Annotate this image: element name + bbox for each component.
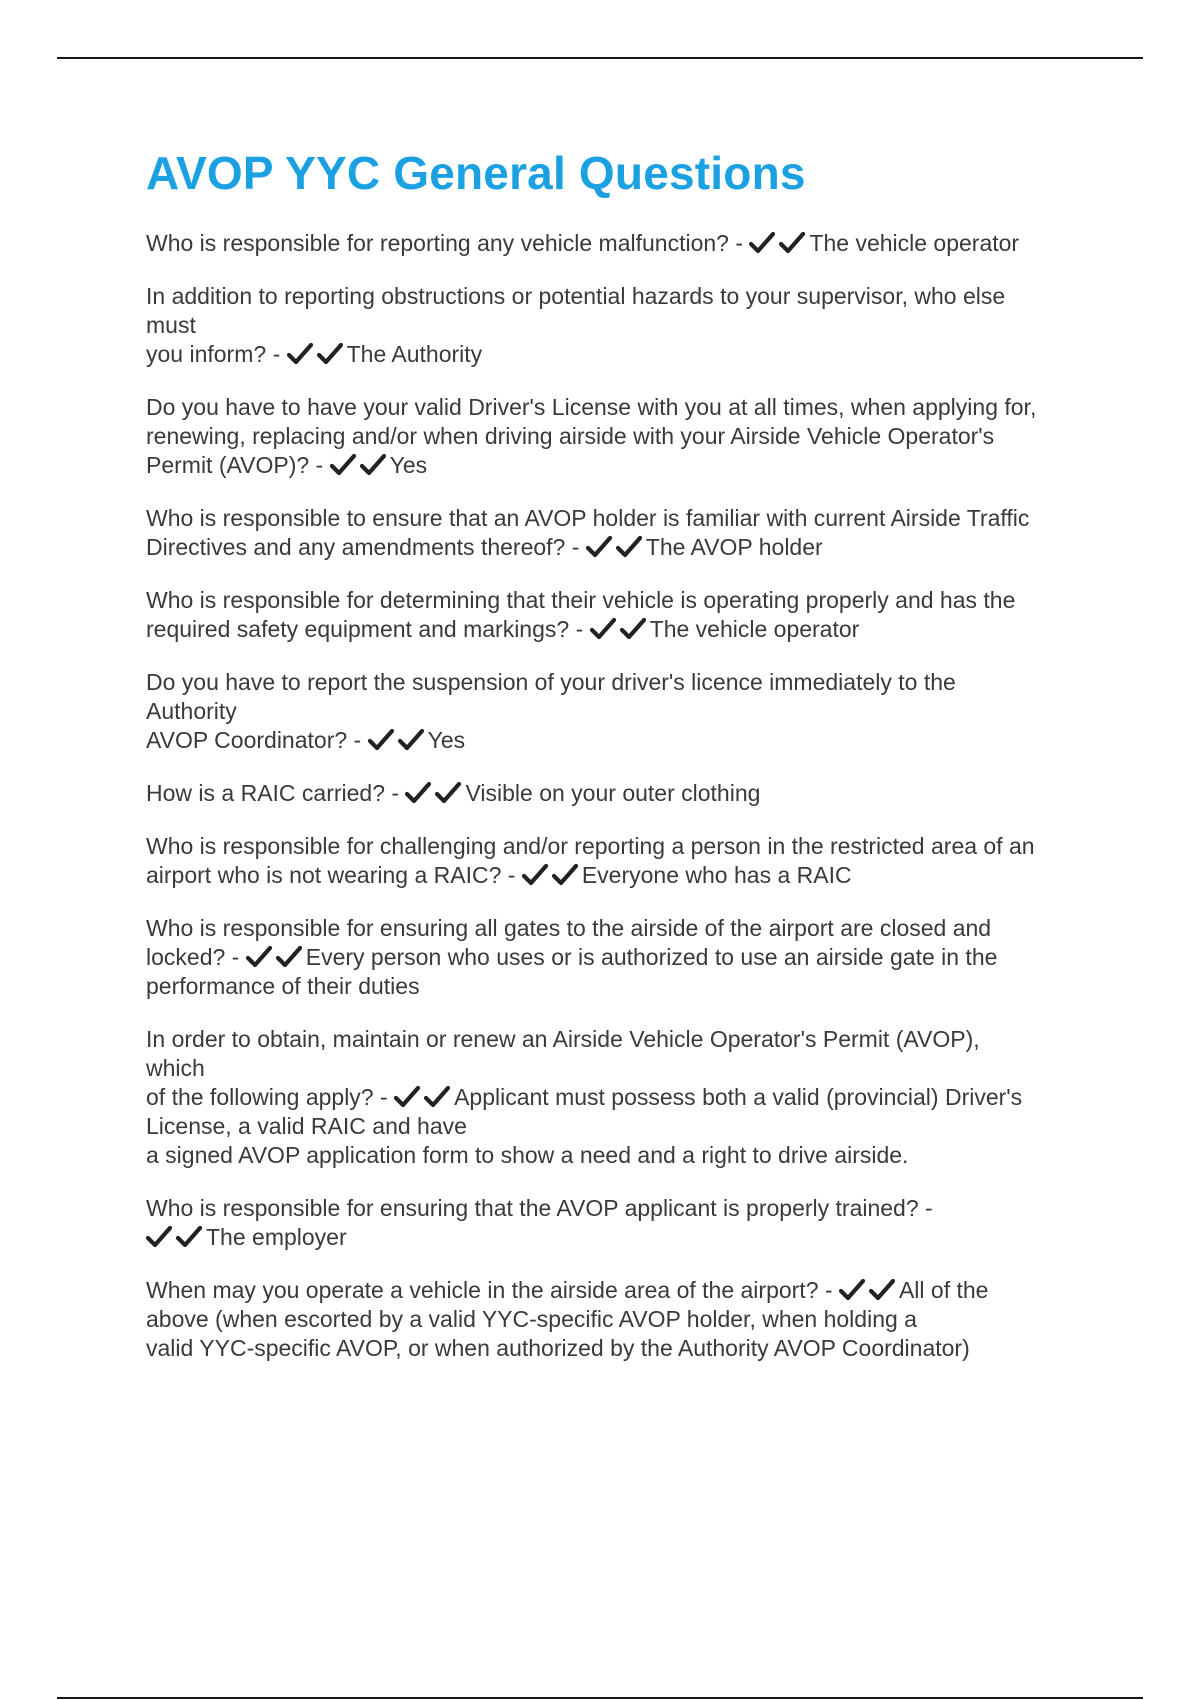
qa-line [146, 832, 1096, 861]
question-text: In addition to reporting obstructions or potential hazards to your supervisor, who else [146, 283, 1006, 309]
heavy-check-mark-icon [586, 536, 614, 558]
heavy-check-mark-icon [779, 232, 807, 254]
answer-text: License, a valid RAIC and have [146, 1113, 467, 1139]
question-text: Who is responsible for challenging and/or reporting a person in the restricted area of an [146, 833, 1035, 859]
heavy-check-mark-icon [839, 1279, 867, 1301]
separator: - [391, 780, 400, 806]
qa-line [146, 282, 1096, 311]
question-text: you inform? [146, 341, 267, 367]
question-text: airport who is not wearing a RAIC? [146, 862, 502, 888]
heavy-check-mark-icon [405, 782, 433, 804]
separator: - [353, 727, 362, 753]
qa-line [146, 340, 1096, 369]
separator: - [735, 230, 744, 256]
qa-line [146, 697, 1096, 726]
answer-text: valid YYC-specific AVOP, or when authorized by the Authority AVOP Coordinator) [146, 1335, 970, 1361]
heavy-check-mark-icon [749, 232, 777, 254]
heavy-check-mark-icon [176, 1226, 204, 1248]
question-text: renewing, replacing and/or when driving airside with your Airside Vehicle Operator's [146, 423, 995, 449]
qa-item [146, 779, 1096, 808]
answer-text: Applicant must possess both a valid (provincial) Driver's [454, 1084, 1023, 1110]
qa-line [146, 1083, 1096, 1112]
qa-line [146, 311, 1096, 340]
question-text: Who is responsible for determining that their vehicle is operating properly and has the [146, 587, 1016, 613]
heavy-check-mark-icon [522, 864, 550, 886]
heavy-check-mark-icon [552, 864, 580, 886]
separator: - [507, 862, 516, 888]
heavy-check-mark-icon [317, 343, 345, 365]
heavy-check-mark-icon [424, 1086, 452, 1108]
heavy-check-mark-icon [590, 618, 618, 640]
qa-item [146, 504, 1096, 562]
question-text: locked? [146, 944, 226, 970]
qa-item [146, 914, 1096, 1001]
question-text: Permit (AVOP)? [146, 452, 310, 478]
qa-item [146, 1025, 1096, 1170]
separator: - [925, 1195, 933, 1221]
qa-line [146, 1112, 1096, 1141]
separator: - [571, 534, 580, 560]
answer-text: Visible on your outer clothing [465, 780, 761, 806]
qa-item [146, 1194, 1096, 1252]
heavy-check-mark-icon [398, 729, 426, 751]
qa-line [146, 726, 1096, 755]
heavy-check-mark-icon [435, 782, 463, 804]
qa-item [146, 668, 1096, 755]
question-text: of the following apply? [146, 1084, 374, 1110]
question-text: must [146, 312, 196, 338]
answer-text: The vehicle operator [649, 616, 860, 642]
qa-item [146, 282, 1096, 369]
question-text: Do you have to report the suspension of your driver's licence immediately to the [146, 669, 956, 695]
qa-item [146, 832, 1096, 890]
qa-line [146, 861, 1096, 890]
question-text: When may you operate a vehicle in the airside area of the airport? [146, 1277, 819, 1303]
answer-text: The AVOP holder [645, 534, 823, 560]
qa-line [146, 504, 1096, 533]
qa-line [146, 972, 1096, 1001]
heavy-check-mark-icon [330, 454, 358, 476]
qa-line [146, 451, 1096, 480]
page-title: AVOP YYC General Questions [146, 147, 806, 199]
qa-line [146, 1276, 1096, 1305]
answer-text: above (when escorted by a valid YYC-specific AVOP holder, when holding a [146, 1306, 917, 1332]
question-text: AVOP Coordinator? [146, 727, 348, 753]
qa-item [146, 1276, 1096, 1363]
qa-line [146, 1223, 1096, 1252]
separator: - [231, 944, 240, 970]
question-text: Authority [146, 698, 237, 724]
answer-text: The Authority [346, 341, 483, 367]
question-text: required safety equipment and markings? [146, 616, 570, 642]
heavy-check-mark-icon [146, 1226, 174, 1248]
qa-line [146, 393, 1096, 422]
question-text: Who is responsible for reporting any vehicle malfunction? [146, 230, 729, 256]
answer-text: The vehicle operator [809, 230, 1020, 256]
qa-list [146, 229, 1096, 1363]
qa-item [146, 586, 1096, 644]
answer-text: Yes [389, 452, 428, 478]
top-rule [57, 57, 1143, 59]
separator: - [315, 452, 324, 478]
qa-line [146, 1334, 1096, 1363]
separator: - [575, 616, 584, 642]
heavy-check-mark-icon [394, 1086, 422, 1108]
heavy-check-mark-icon [287, 343, 315, 365]
question-text: Directives and any amendments thereof? [146, 534, 566, 560]
answer-text: Every person who uses or is authorized to use an airside gate in the [305, 944, 998, 970]
qa-line [146, 586, 1096, 615]
answer-text: The employer [206, 1224, 347, 1250]
heavy-check-mark-icon [360, 454, 388, 476]
qa-item [146, 393, 1096, 480]
qa-line [146, 1194, 1096, 1223]
answer-text: Yes [427, 727, 466, 753]
heavy-check-mark-icon [246, 946, 274, 968]
qa-line [146, 779, 1096, 808]
qa-line [146, 1025, 1096, 1054]
heavy-check-mark-icon [368, 729, 396, 751]
question-text: In order to obtain, maintain or renew an Airside Vehicle Operator's Permit (AVOP), [146, 1026, 980, 1052]
heavy-check-mark-icon [869, 1279, 897, 1301]
answer-text: All of the [898, 1277, 989, 1303]
qa-line [146, 422, 1096, 451]
heavy-check-mark-icon [620, 618, 648, 640]
qa-line [146, 1054, 1096, 1083]
qa-line [146, 1305, 1096, 1334]
qa-item [146, 229, 1096, 258]
qa-line [146, 1141, 1096, 1170]
qa-line [146, 668, 1096, 697]
question-text: Who is responsible to ensure that an AVOP holder is familiar with current Airside Traffic [146, 505, 1030, 531]
qa-line [146, 533, 1096, 562]
answer-text: Everyone who has a RAIC [581, 862, 852, 888]
heavy-check-mark-icon [276, 946, 304, 968]
question-text: Do you have to have your valid Driver's License with you at all times, when applying for, [146, 394, 1037, 420]
qa-line [146, 943, 1096, 972]
question-text: Who is responsible for ensuring all gates to the airside of the airport are closed and [146, 915, 992, 941]
qa-line [146, 914, 1096, 943]
answer-text: a signed AVOP application form to show a need and a right to drive airside. [146, 1142, 909, 1168]
separator: - [272, 341, 281, 367]
heavy-check-mark-icon [616, 536, 644, 558]
question-text: which [146, 1055, 205, 1081]
answer-text: performance of their duties [146, 973, 420, 999]
separator: - [824, 1277, 833, 1303]
question-text: Who is responsible for ensuring that the AVOP applicant is properly trained? [146, 1195, 919, 1221]
qa-line [146, 229, 1096, 258]
qa-line [146, 615, 1096, 644]
question-text: How is a RAIC carried? [146, 780, 386, 806]
bottom-rule [57, 1697, 1143, 1699]
separator: - [380, 1084, 388, 1110]
document-body [146, 143, 1096, 1387]
